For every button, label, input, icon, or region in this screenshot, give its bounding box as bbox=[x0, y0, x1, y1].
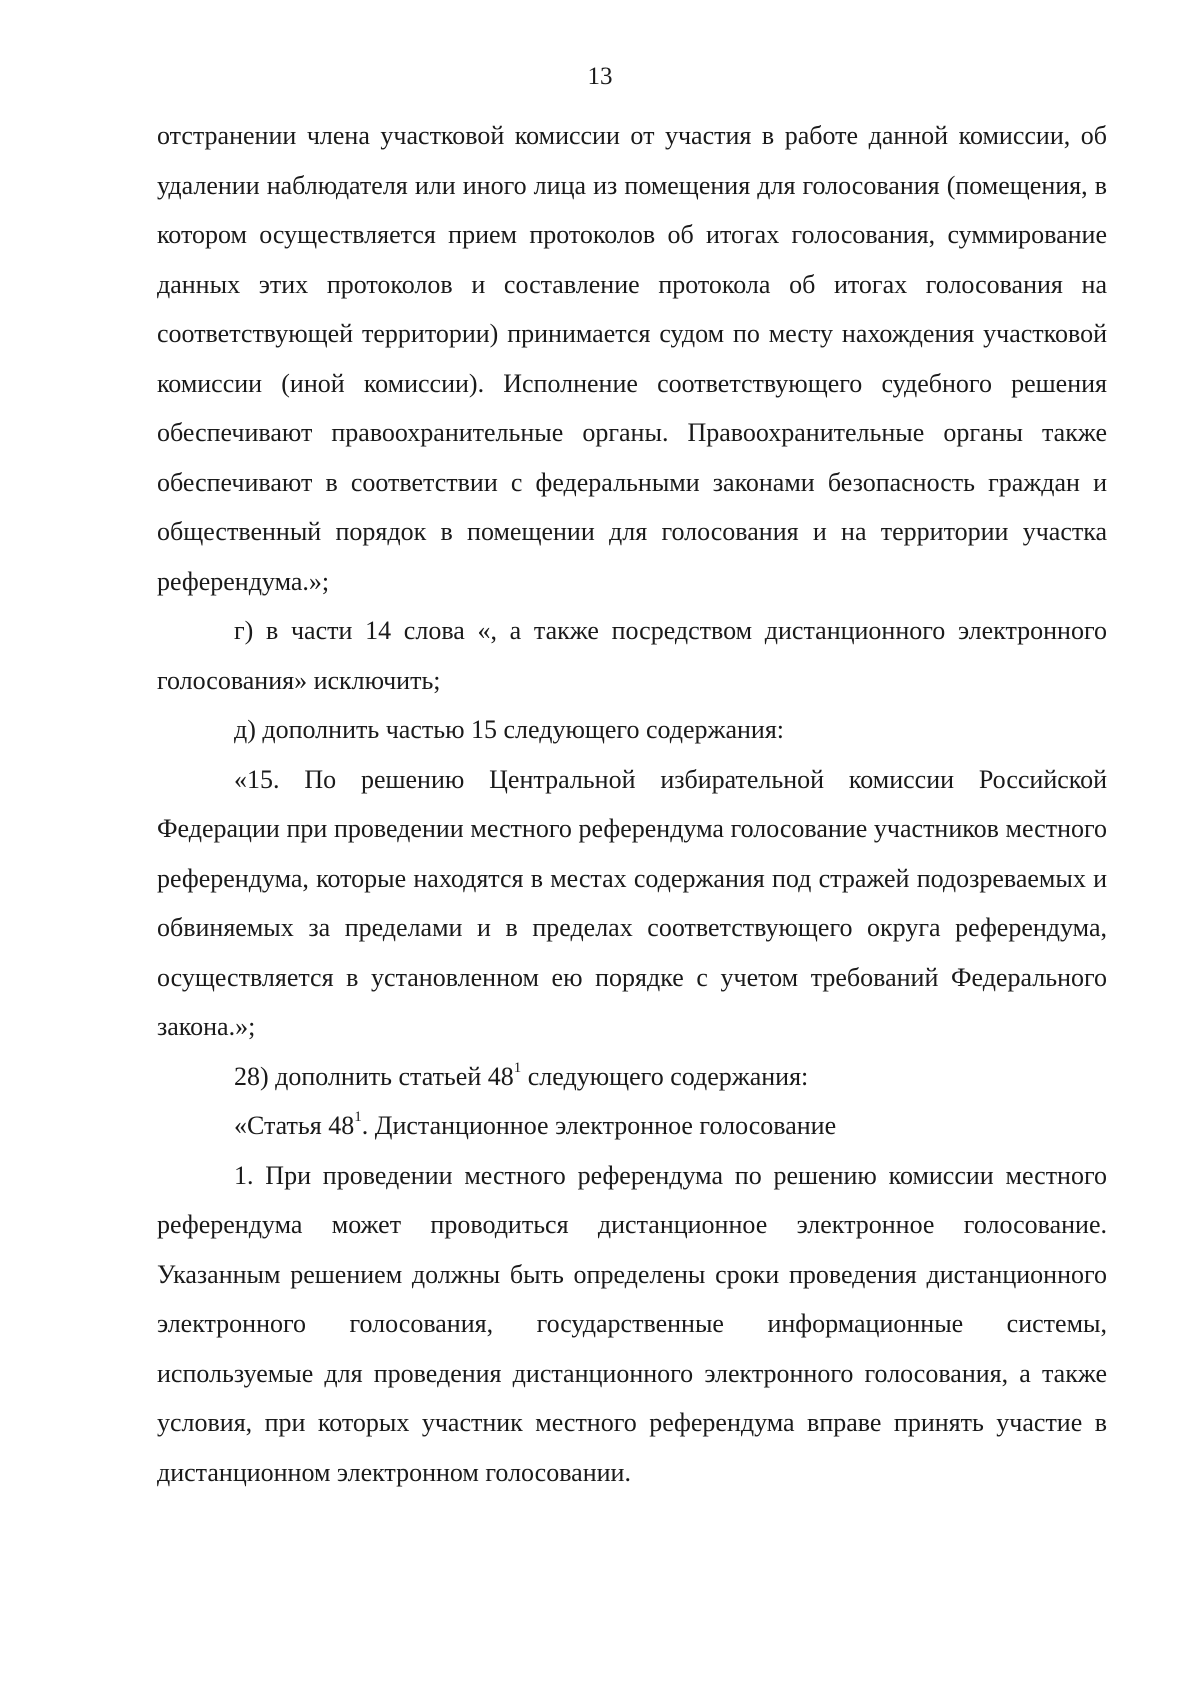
item-28-text-before: 28) дополнить статьей 48 bbox=[234, 1061, 514, 1091]
article-heading-before: «Статья 48 bbox=[234, 1111, 355, 1140]
item-28-text-after: следующего содержания: bbox=[521, 1061, 809, 1091]
article-heading-after: . Дистанционное электронное голосование bbox=[361, 1111, 837, 1140]
paragraph-article-part-1: 1. При проведении местного референдума по решению комиссии местного референдума может проводиться дистанционное электронное голосование. Указанным решением должны быть определены сроки проведения дистанционного электронного голосования, государственные информационные системы, используемые для проведения дистанционного электронного голосования, а также условия, при которых участник местного референдума вправе принять участие в дистанционном электронном голосовании. bbox=[157, 1160, 1107, 1487]
page-number: 13 bbox=[587, 63, 613, 90]
article-heading-superscript: 1 bbox=[354, 1109, 362, 1126]
paragraph-part-15: «15. По решению Центральной избирательной комиссии Российской Федерации при проведении местного референдума голосование участников местного референдума, которые находятся в местах содержания под стражей подозреваемых и обвиняемых за пределами и в пределах соответствующего округа референдума, осуществляется в установленном ею порядке с учетом требований Федерального закона.»; bbox=[157, 764, 1107, 1041]
paragraph-item-28 bbox=[157, 1052, 1107, 1102]
paragraph-item-g: г) в части 14 слова «, а также посредством дистанционного электронного голосования» исключить; bbox=[157, 616, 1107, 695]
document-body bbox=[157, 111, 1107, 1497]
article-heading bbox=[157, 1101, 1107, 1151]
paragraph-item-d: д) дополнить частью 15 следующего содержания: bbox=[234, 715, 785, 744]
paragraph-continued: отстранении члена участковой комиссии от участия в работе данной комиссии, об удалении наблюдателя или иного лица из помещения для голосования (помещения, в котором осуществляется прием протоколов об итогах голосования, суммирование данных этих протоколов и составление протокола об итогах голосования на соответствующей территории) принимается судом по месту нахождения участковой комиссии (иной комиссии). Исполнение соответствующего судебного решения обеспечивают правоохранительные органы. Правоохранительные органы также обеспечивают в соответствии с федеральными законами безопасность граждан и общественный порядок в помещении для голосования и на территории участка референдума.»; bbox=[157, 121, 1107, 596]
item-28-superscript: 1 bbox=[513, 1059, 522, 1076]
